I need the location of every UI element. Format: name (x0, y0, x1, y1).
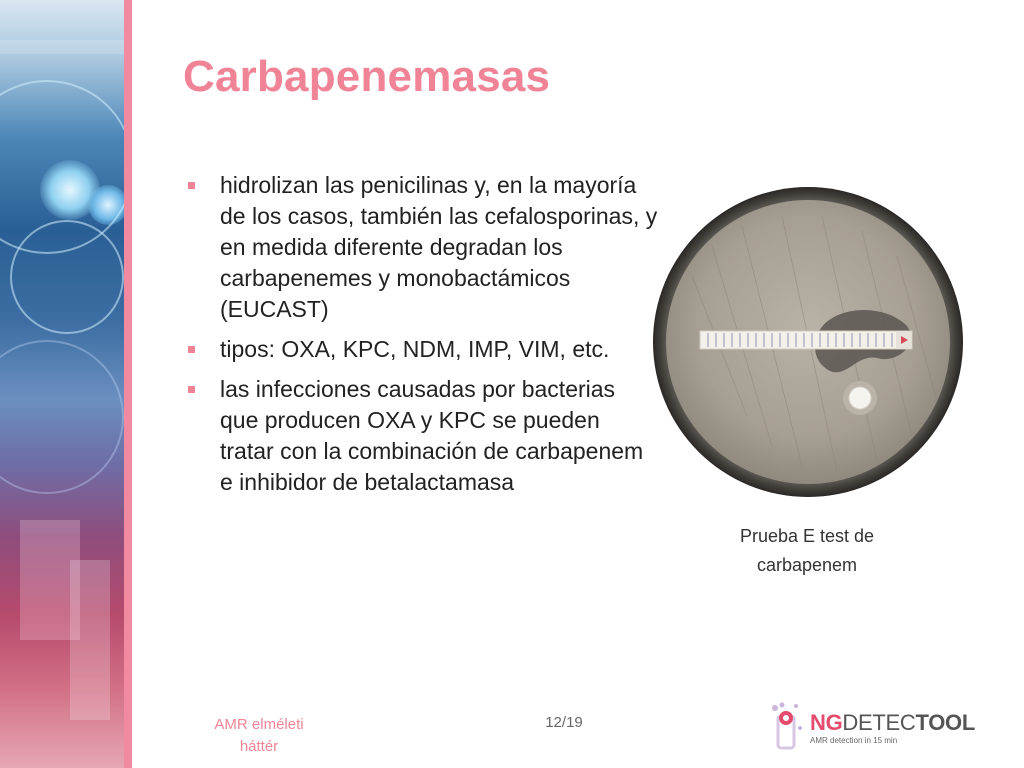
logo-tagline: AMR detection in 15 min (810, 736, 898, 745)
slide-title: Carbapenemasas (183, 52, 551, 101)
accent-divider (124, 0, 132, 768)
bullet-item (188, 334, 658, 365)
caption-line: Prueba E test de (739, 526, 875, 546)
page-number: 12/19 (545, 714, 583, 731)
antibiotic-disk (849, 387, 871, 409)
bullet-square-icon (188, 182, 195, 189)
decorative-ring (10, 220, 124, 334)
bullet-text: hidrolizan las penicilinas y, en la mayoría de los casos, también las cefalosporinas, y en medida diferente degradan los carbapenemes y monobactámicos (EUCAST) (220, 172, 658, 322)
logo-tool: TOOL (915, 710, 975, 735)
footer-label-line: AMR elméleti (214, 716, 304, 733)
logo-detec: DETEC (842, 710, 916, 735)
decorative-bar (0, 40, 124, 54)
decorative-side-image (0, 0, 124, 768)
ngdetectool-logo-icon (770, 700, 806, 750)
logo-ng: NG (810, 710, 843, 735)
caption-line: carbapenem (756, 555, 858, 575)
bullet-text: tipos: OXA, KPC, NDM, IMP, VIM, etc. (220, 336, 610, 362)
bullet-item (188, 374, 658, 498)
decorative-bar (70, 560, 110, 720)
bullet-square-icon (188, 386, 195, 393)
bullet-list (188, 170, 658, 507)
etest-strip (700, 331, 912, 349)
ngdetectool-logo (770, 698, 975, 754)
footer-section-label (196, 714, 322, 758)
decorative-ring (0, 340, 124, 494)
image-caption (700, 522, 914, 580)
bullet-square-icon (188, 346, 195, 353)
logo-wordmark (810, 710, 975, 736)
footer-label-line: háttér (239, 738, 279, 755)
bullet-item (188, 170, 658, 325)
bullet-text: las infecciones causadas por bacterias que producen OXA y KPC se pueden tratar con la combinación de carbapenem e inhibidor de betalactamasa (220, 376, 644, 495)
petri-dish-image (652, 186, 964, 498)
